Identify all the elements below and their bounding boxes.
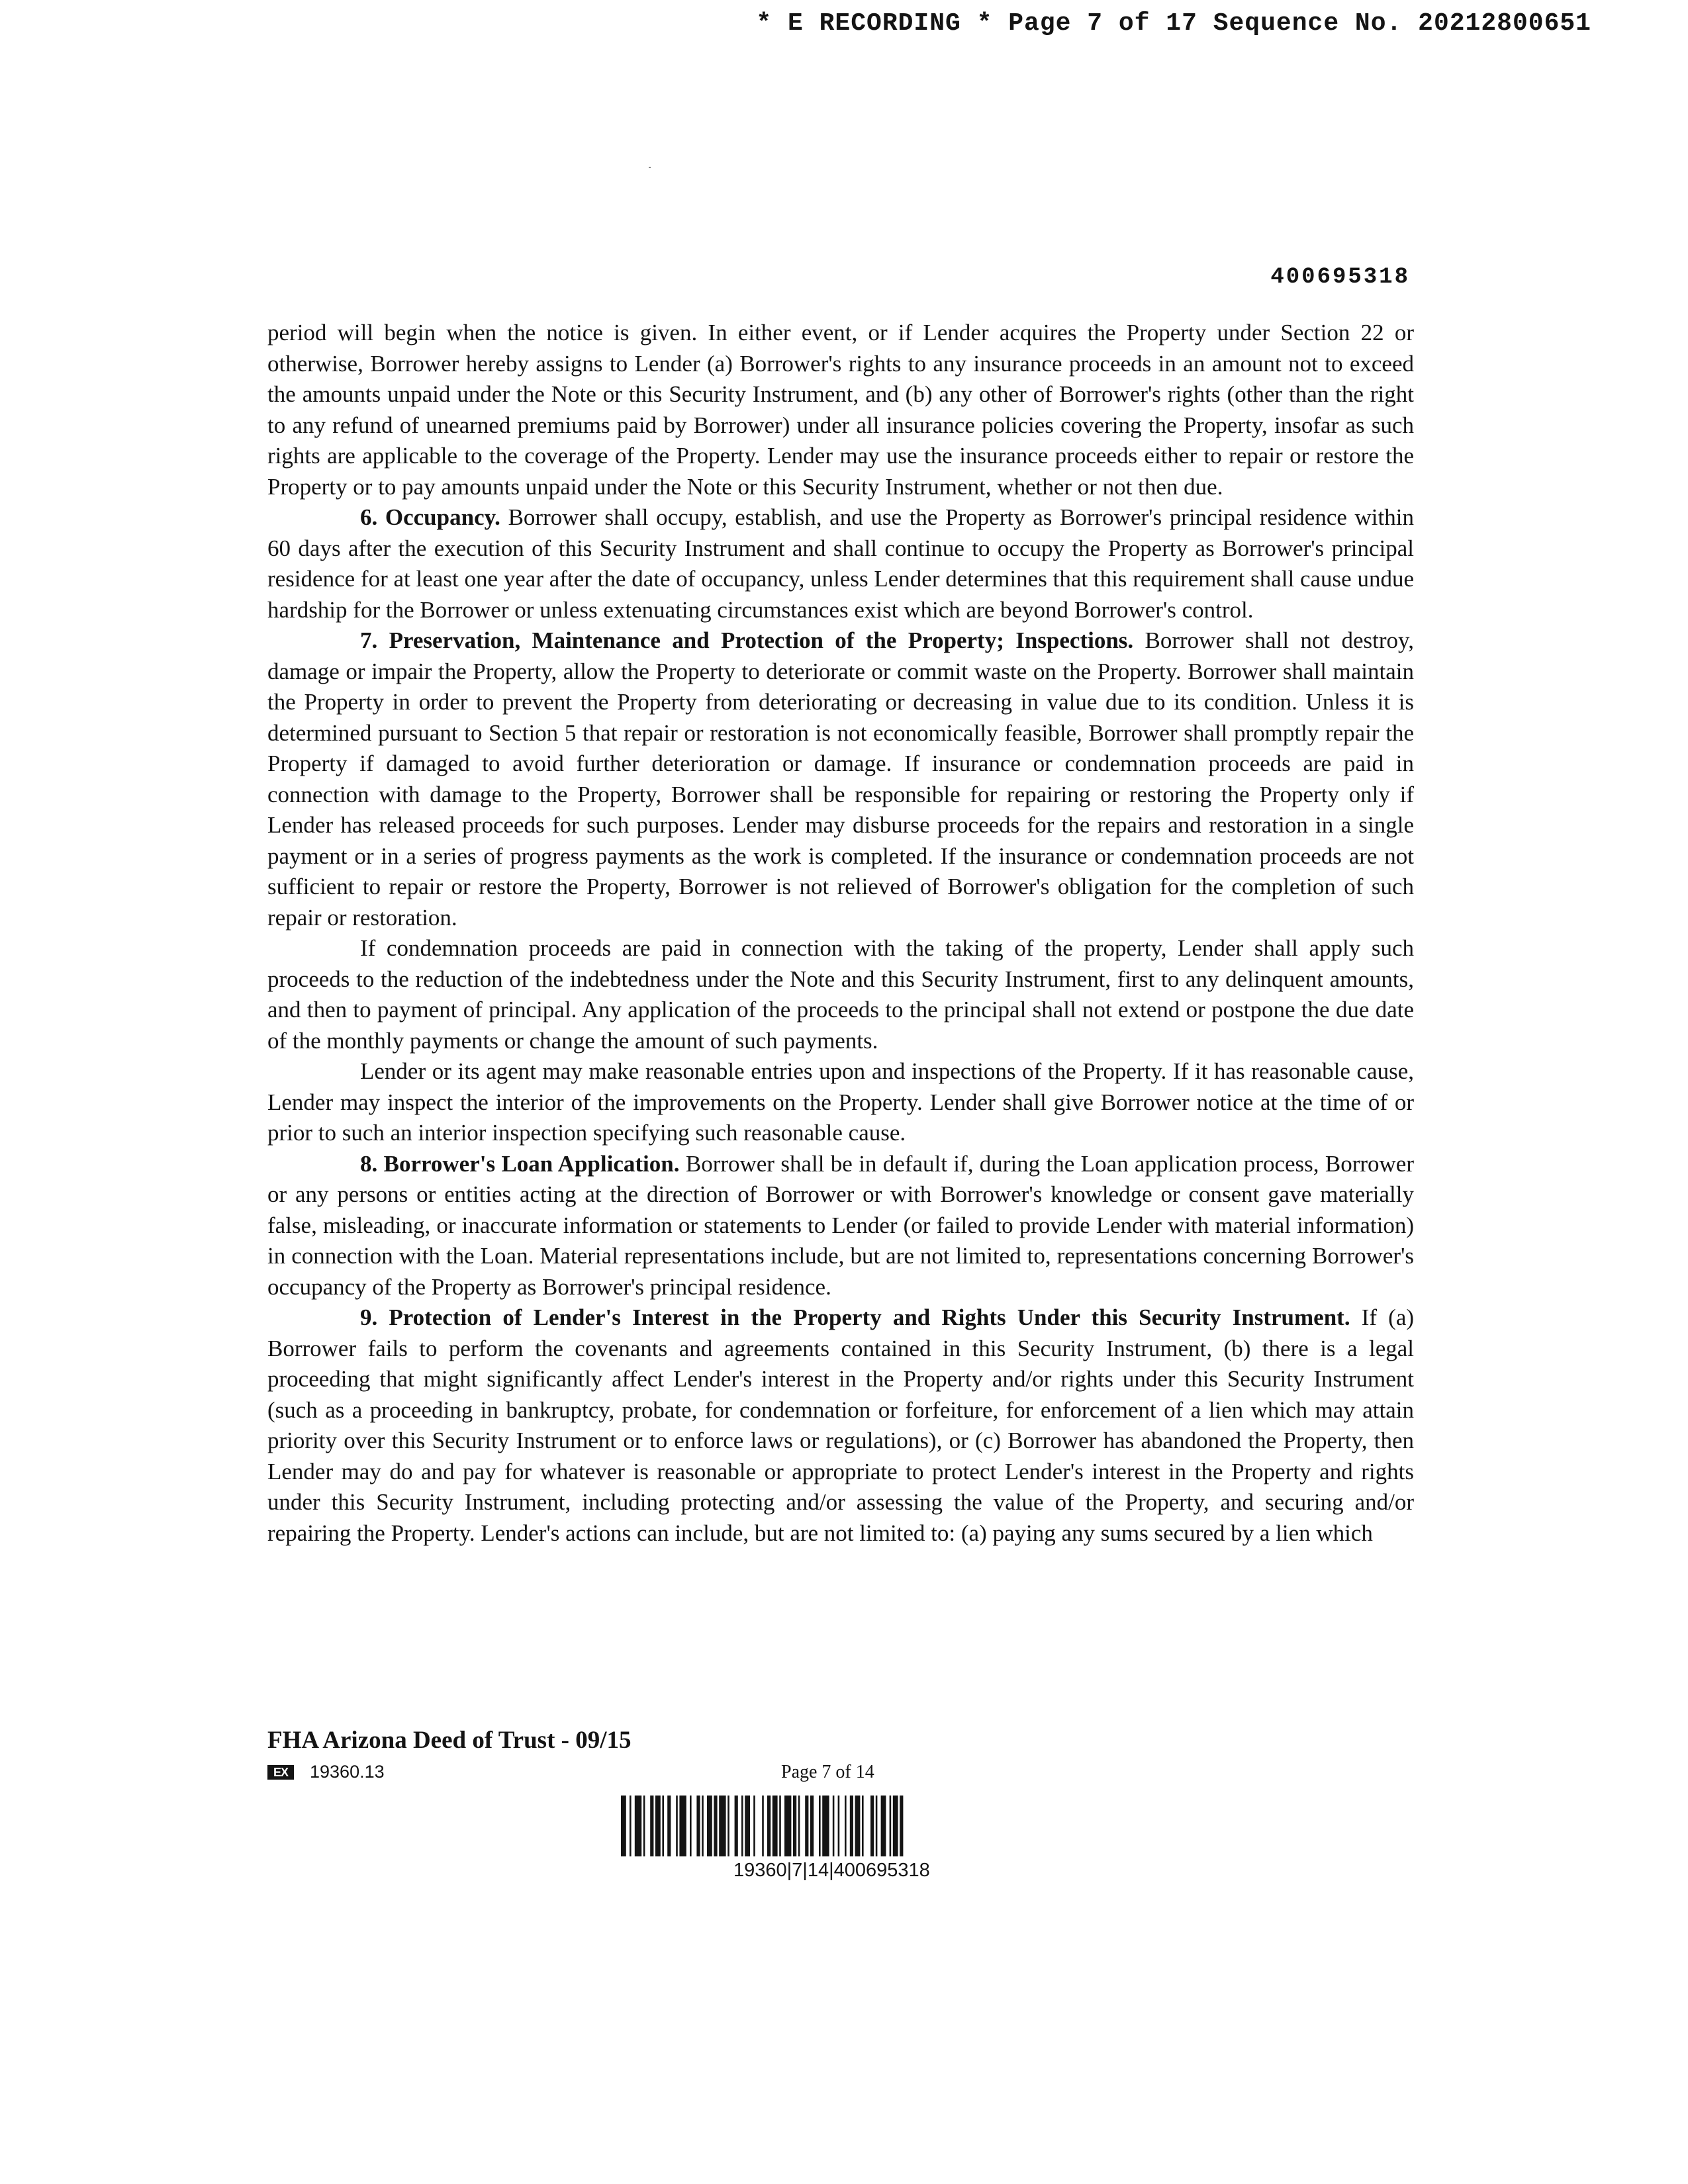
recording-header: * E RECORDING * Page 7 of 17 Sequence No. 20212800651	[756, 9, 1591, 38]
section-9-protection	[267, 1302, 1414, 1549]
paragraph-text: Borrower shall be in default if, during the Loan application process, Borrower or any persons or entities acting at the direction of Borrower or with Borrower's knowledge or consent gave materially false, misleading, or inaccurate information or statements to Lender (or failed to provide Lender with material information) in connection with the Loan. Material representations include, but are not limited to, representations concerning Borrower's occupancy of the Property as Borrower's principal residence.	[267, 1150, 1414, 1300]
section-7-preservation	[267, 625, 1414, 933]
paragraph-continuation	[267, 318, 1414, 502]
document-body	[267, 318, 1414, 1549]
loan-number: 400695318	[1270, 265, 1410, 290]
barcode-text: 19360|7|14|400695318	[733, 1860, 930, 1881]
section-heading: 6. Occupancy.	[360, 504, 500, 530]
paragraph-text: If (a) Borrower fails to perform the covenants and agreements contained in this Security Instrument, (b) there is a legal proceeding that might significantly affect Lender's interest in the Property and/or rights under this Security Instrument (such as a proceeding in bankruptcy, probate, for condemnation or forfeiture, for enforcement of a lien which may attain priority over this Security Instrument or to enforce laws or regulations), or (c) Borrower has abandoned the Property, then Lender may do and pay for whatever is reasonable or appropriate to protect Lender's interest in the Property and rights under this Security Instrument, including protecting and/or assessing the value of the Property, and securing and/or repairing the Property. Lender's actions can include, but are not limited to: (a) paying any sums secured by a lien which	[267, 1304, 1415, 1546]
section-8-loan-application	[267, 1149, 1414, 1303]
form-number: 19360.13	[310, 1762, 385, 1782]
section-heading: 8. Borrower's Loan Application.	[360, 1150, 680, 1177]
page-number: Page 7 of 14	[781, 1762, 874, 1782]
ellie-mae-logo-icon: EX	[267, 1765, 294, 1780]
paragraph-text: Lender or its agent may make reasonable entries upon and inspections of the Property. If it has reasonable cause, Lender may inspect the interior of the improvements on the Property. Lender shall give Borrower notice at the time of or prior to such an interior inspection specifying such reasonable cause.	[267, 1058, 1414, 1146]
paragraph-text: If condemnation proceeds are paid in connection with the taking of the property, Lender shall apply such proceeds to the reduction of the indebtedness under the Note and this Security Instrument, first to any delinquent amounts, and then to payment of principal. Any application of the proceeds to the principal shall not extend or postpone the due date of the monthly payments or change the amount of such payments.	[267, 935, 1414, 1054]
barcode-icon	[621, 1796, 1084, 1856]
inspection-paragraph	[267, 1056, 1414, 1149]
paragraph-text: Borrower shall occupy, establish, and use the Property as Borrower's principal residence within 60 days after the execution of this Security Instrument and shall continue to occupy the Property as Borrower's principal residence for at least one year after the date of occupancy, unless Lender determines that this requirement shall cause undue hardship for the Borrower or unless extenuating circumstances exist which are beyond Borrower's control.	[267, 504, 1414, 623]
section-heading: 9. Protection of Lender's Interest in the Property and Rights Under this Security Instrument.	[360, 1304, 1350, 1330]
form-title: FHA Arizona Deed of Trust - 09/15	[267, 1727, 632, 1754]
section-heading: 7. Preservation, Maintenance and Protection of the Property; Inspections.	[360, 627, 1134, 653]
section-6-occupancy	[267, 502, 1414, 625]
form-number-line	[267, 1762, 385, 1782]
paragraph-text: Borrower shall not destroy, damage or impair the Property, allow the Property to deteriorate or commit waste on the Property. Borrower shall maintain the Property in order to prevent the Property from deteriorating or decreasing in value due to its condition. Unless it is determined pursuant to Section 5 that repair or restoration is not economically feasible, Borrower shall promptly repair the Property if damaged to avoid further deterioration or damage. If insurance or condemnation proceeds are paid in connection with damage to the Property, Borrower shall be responsible for repairing or restoring the Property only if Lender has released proceeds for such purposes. Lender may disburse proceeds for the repairs and restoration in a single payment or in a series of progress payments as the work is completed. If the insurance or condemnation proceeds are not sufficient to repair or restore the Property, Borrower is not relieved of Borrower's obligation for the completion of such repair or restoration.	[267, 627, 1414, 931]
scan-speck	[649, 167, 651, 168]
paragraph-text: period will begin when the notice is given. In either event, or if Lender acquires the Property under Section 22 or otherwise, Borrower hereby assigns to Lender (a) Borrower's rights to any insurance proceeds in an amount not to exceed the amounts unpaid under the Note or this Security Instrument, and (b) any other of Borrower's rights (other than the right to any refund of unearned premiums paid by Borrower) under all insurance policies covering the Property, insofar as such rights are applicable to the coverage of the Property. Lender may use the insurance proceeds either to repair or restore the Property or to pay amounts unpaid under the Note or this Security Instrument, whether or not then due.	[267, 320, 1414, 500]
condemnation-paragraph	[267, 933, 1414, 1056]
